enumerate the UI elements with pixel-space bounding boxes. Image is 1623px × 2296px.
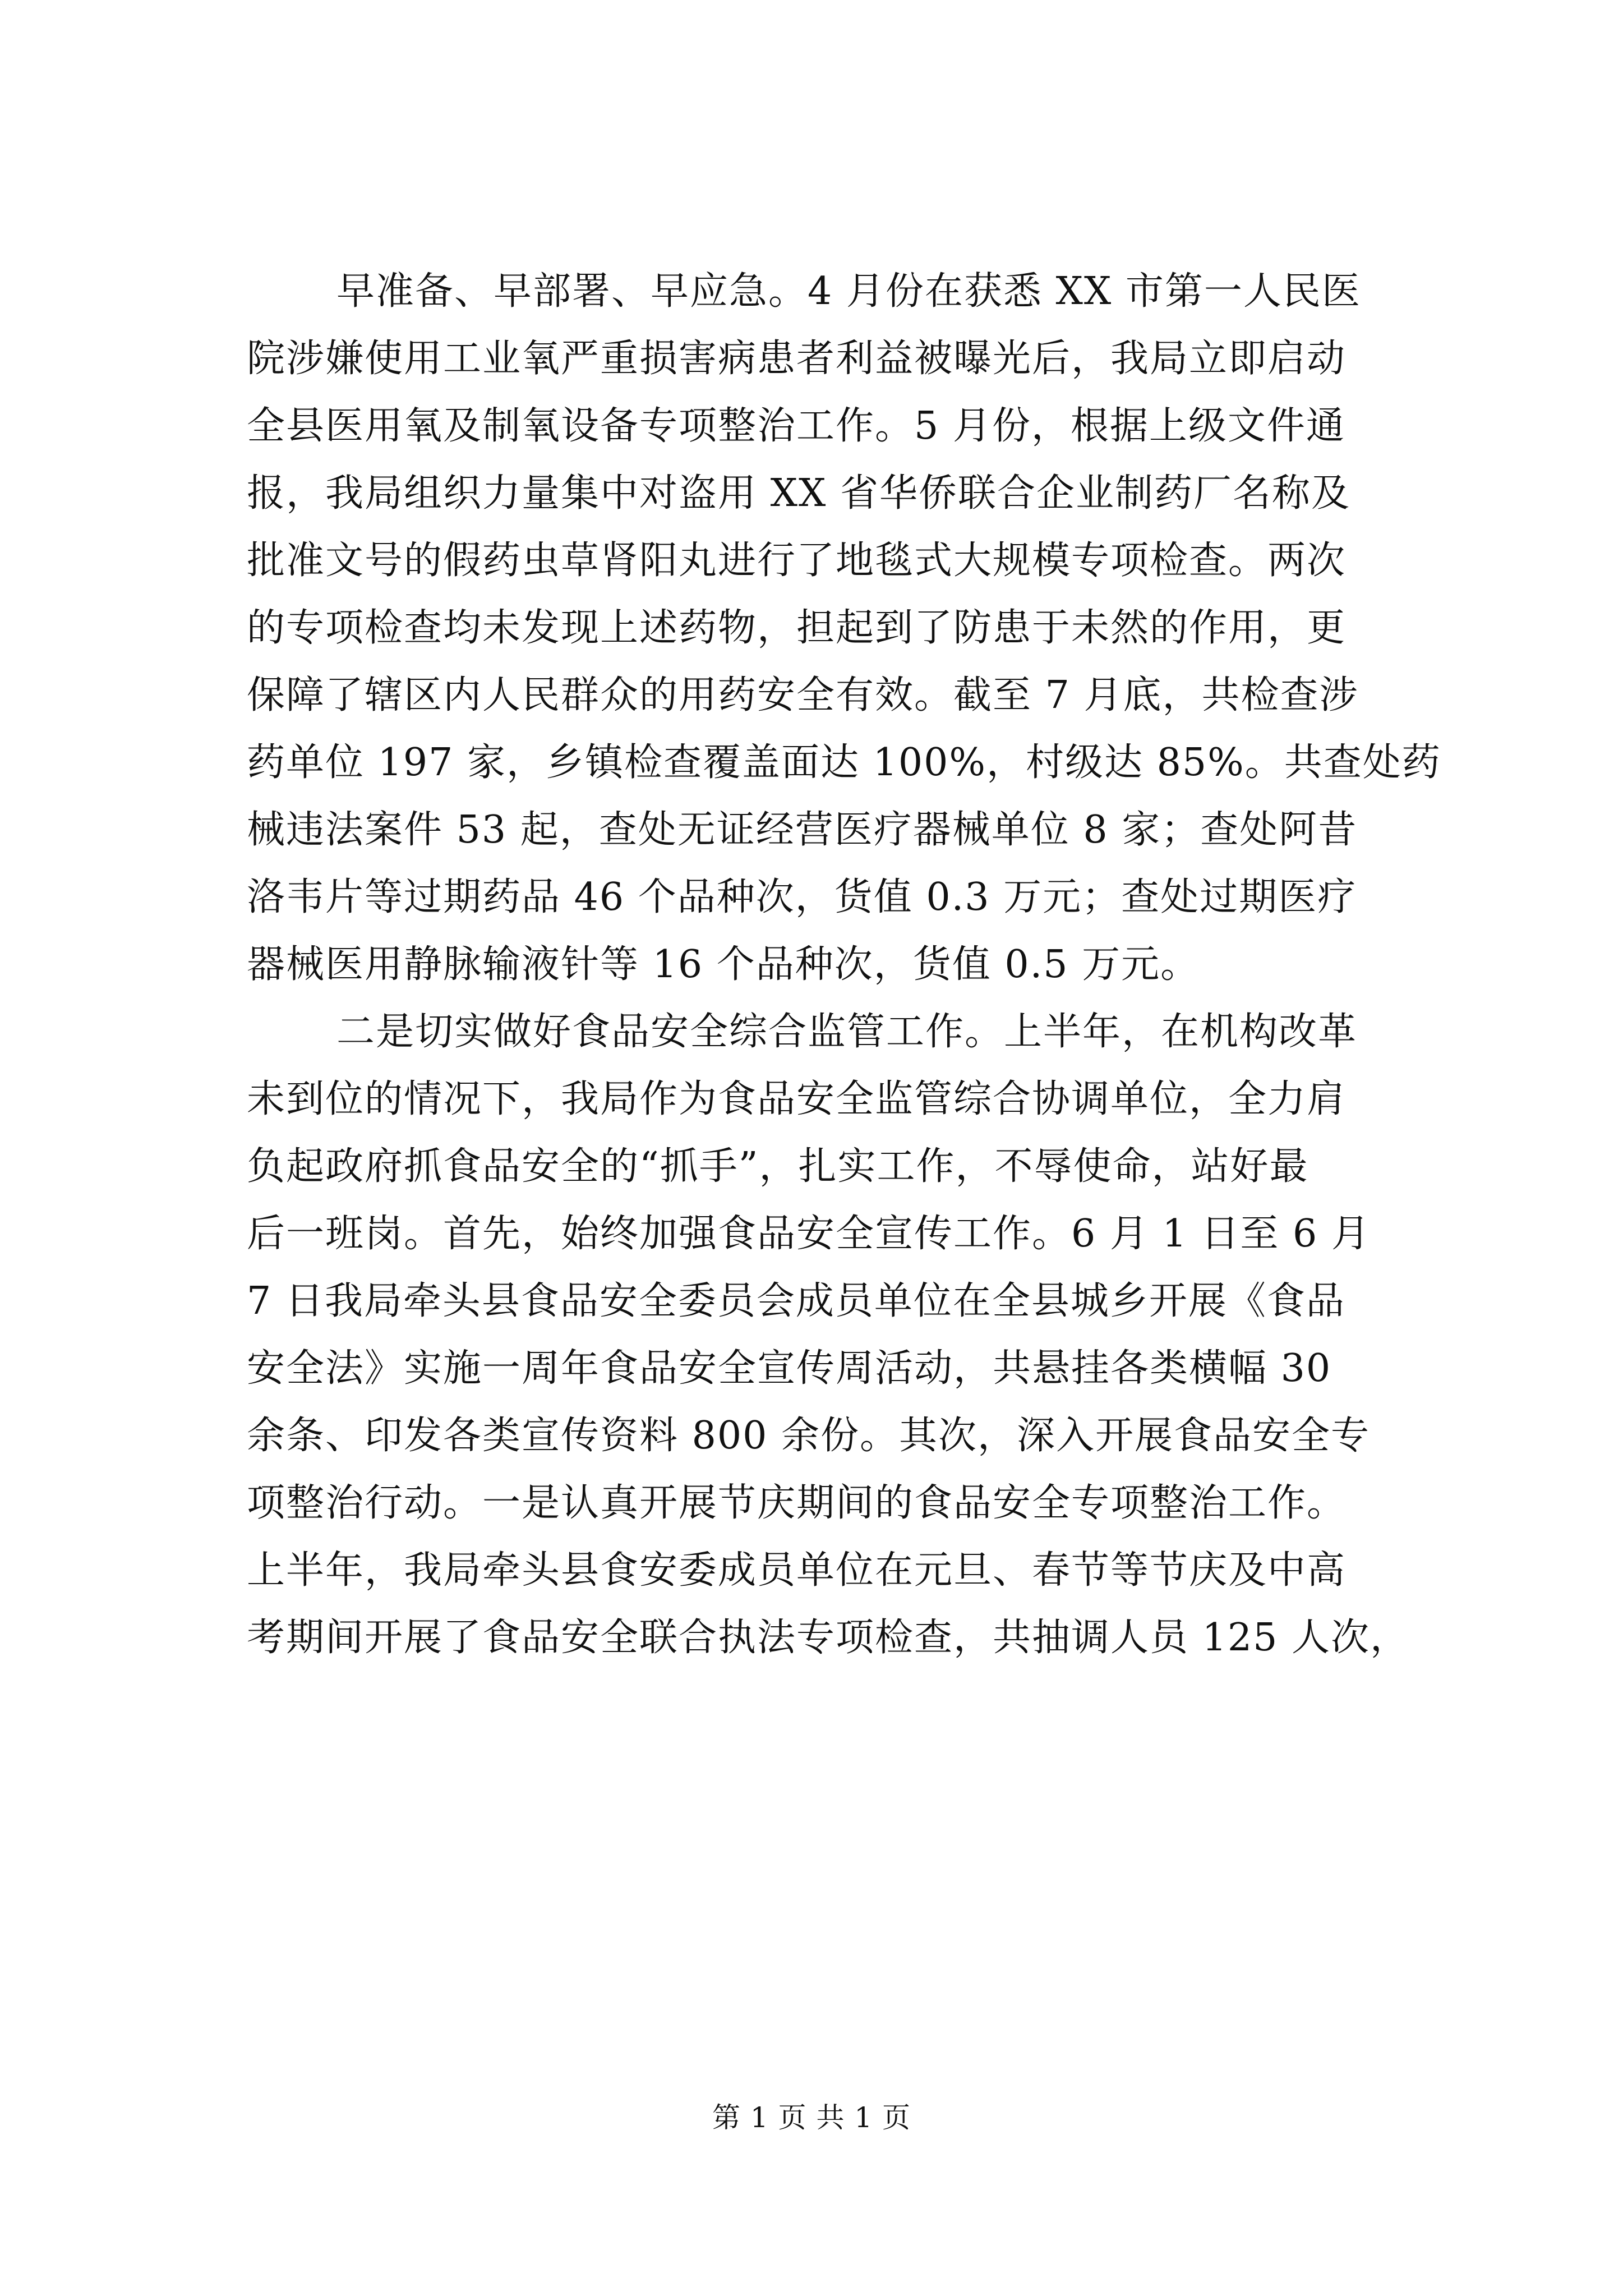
text-line: 未到位的情况下，我局作为食品安全监管综合协调单位，全力肩: [247, 1077, 1347, 1121]
text-line: 械违法案件 53 起，查处无证经营医疗器械单位 8 家；查处阿昔: [247, 808, 1358, 852]
text-line: 考期间开展了食品安全联合执法专项检查，共抽调人员 125 人次，: [247, 1616, 1410, 1660]
text-line: 保障了辖区内人民群众的用药安全有效。截至 7 月底，共检查涉: [247, 673, 1359, 717]
text-line: 早准备、早部署、早应急。4 月份在获悉 XX 市第一人民医: [336, 269, 1361, 314]
text-line: 二是切实做好食品安全综合监管工作。上半年，在机构改革: [336, 1010, 1358, 1054]
text-line: 余条、印发各类宣传资料 800 余份。其次，深入开展食品安全专: [247, 1414, 1371, 1458]
text-line: 7 日我局牵头县食品安全委员会成员单位在全县城乡开展《食品: [247, 1279, 1345, 1323]
text-line: 后一班岗。首先，始终加强食品安全宣传工作。6 月 1 日至 6 月: [247, 1212, 1371, 1256]
text-line: 器械医用静脉输液针等 16 个品种次，货值 0.5 万元。: [247, 942, 1200, 987]
text-line: 项整治行动。一是认真开展节庆期间的食品安全专项整治工作。: [247, 1481, 1347, 1525]
page-number-footer: 第 1 页 共 1 页: [712, 2101, 911, 2134]
text-line: 批准文号的假药虫草肾阳丸进行了地毯式大规模专项检查。两次: [247, 539, 1347, 583]
text-line: 全县医用氧及制氧设备专项整治工作。5 月份，根据上级文件通: [247, 404, 1345, 448]
text-line: 安全法》实施一周年食品安全宣传周活动，共悬挂各类横幅 30: [247, 1346, 1332, 1391]
text-line: 上半年，我局牵头县食安委成员单位在元旦、春节等节庆及中高: [247, 1548, 1347, 1593]
text-line: 院涉嫌使用工业氧严重损害病患者利益被曝光后，我局立即启动: [247, 337, 1347, 381]
text-line: 报，我局组织力量集中对盗用 XX 省华侨联合企业制药厂名称及: [247, 471, 1351, 516]
text-line: 负起政府抓食品安全的“抓手”，扎实工作，不辱使命，站好最: [247, 1144, 1309, 1189]
text-line: 的专项检查均未发现上述药物，担起到了防患于未然的作用，更: [247, 606, 1347, 650]
text-line: 洛韦片等过期药品 46 个品种次，货值 0.3 万元；查处过期医疗: [247, 875, 1357, 919]
text-line: 药单位 197 家，乡镇检查覆盖面达 100%，村级达 85%。共查处药: [247, 740, 1441, 785]
